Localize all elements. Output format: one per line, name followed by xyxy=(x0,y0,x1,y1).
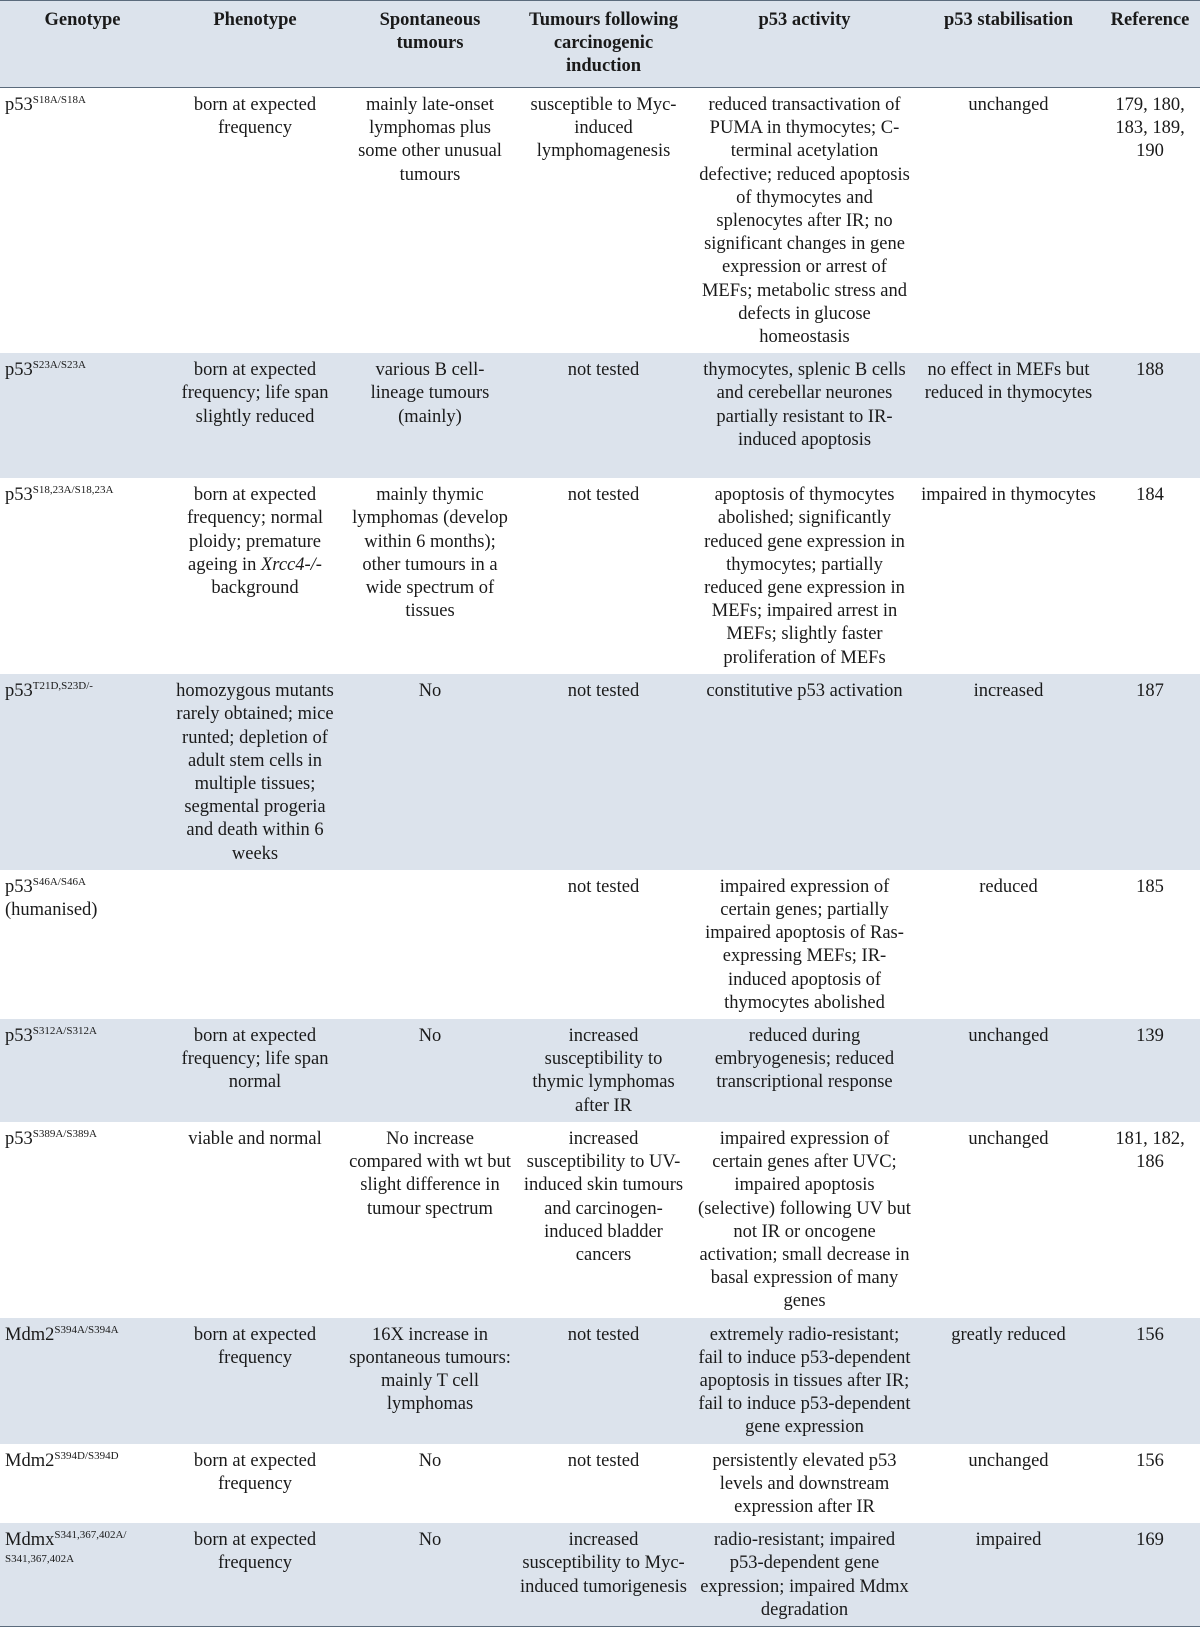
phenotype-cell xyxy=(165,1444,345,1524)
phenotype-text: born at expected frequency xyxy=(193,1530,317,1574)
carcinogenic-induction-cell: not tested xyxy=(567,1450,640,1471)
phenotype-cell xyxy=(165,88,345,354)
p53-stabilisation-cell: increased xyxy=(973,681,1044,702)
phenotype-tail: background xyxy=(211,578,299,599)
genotype-name: p53 xyxy=(5,95,33,115)
p53-activity-cell: persistently elevated p53 levels and downstream expression after IR xyxy=(712,1450,897,1517)
p53-activity-cell: constitutive p53 activation xyxy=(706,681,903,702)
spontaneous-tumours-cell: No xyxy=(418,1450,442,1471)
genotype-note: (humanised) xyxy=(5,900,98,921)
genotype-name: p53 xyxy=(5,1128,33,1149)
spontaneous-tumours-cell xyxy=(345,870,515,1019)
reference-cell: 188 xyxy=(1136,360,1164,381)
p53-stabilisation-cell: unchanged xyxy=(968,95,1049,115)
carcinogenic-induction-cell: increased susceptibility to UV-induced skin tumours and carcinogen-induced bladder cancers xyxy=(523,1128,684,1265)
table-row xyxy=(0,870,1200,1019)
carcinogenic-induction-cell: not tested xyxy=(567,360,640,381)
reference-cell: 179, 180, 183, 189, 190 xyxy=(1115,95,1185,162)
genotype-allele-superscript: S18A/S18A xyxy=(32,94,86,106)
genotype-name: p53 xyxy=(5,876,33,897)
genotype-allele-superscript: S394D/S394D xyxy=(54,1449,119,1462)
reference-cell: 181, 182, 186 xyxy=(1115,1128,1185,1173)
table-row xyxy=(0,1318,1200,1444)
p53-stabilisation-cell: impaired xyxy=(917,1523,1100,1626)
p53-activity-cell: impaired expression of certain genes after UVC; impaired apoptosis (selective) following UV but not IR or oncogene activation; small decrease in basal expression of many genes xyxy=(698,1128,911,1312)
p53-stabilisation-cell: unchanged xyxy=(968,1026,1049,1047)
p53-activity-cell: radio-resistant; impaired p53-dependent gene expression; impaired Mdmx degradation xyxy=(692,1523,917,1626)
reference-cell: 139 xyxy=(1136,1026,1164,1047)
phenotype-cell xyxy=(165,478,345,674)
table-row xyxy=(0,1523,1200,1626)
header-spontaneous-tumours: Spontaneous tumours xyxy=(345,1,515,88)
p53-stabilisation-cell: impaired in thymocytes xyxy=(921,485,1096,506)
genotype-name: p53 xyxy=(5,360,33,381)
header-reference: Reference xyxy=(1100,1,1200,88)
genotype-name: Mdm2 xyxy=(5,1324,55,1345)
reference-cell: 185 xyxy=(1136,876,1164,897)
phenotype-text: born at expected frequency; normal ploidy; premature ageing in xyxy=(186,485,324,575)
genotype-cell xyxy=(0,353,165,478)
header-p53-stabilisation: p53 stabilisation xyxy=(917,1,1100,88)
phenotype-text: born at expected frequency xyxy=(193,95,317,139)
table-header-row xyxy=(0,1,1200,88)
genotype-cell xyxy=(0,674,165,870)
p53-stabilisation-cell: no effect in MEFs but reduced in thymocytes xyxy=(924,360,1093,404)
spontaneous-tumours-cell: mainly late-onset lymphomas plus some other unusual tumours xyxy=(358,95,502,185)
phenotype-cell xyxy=(165,353,345,478)
genotype-allele-superscript: S312A/S312A xyxy=(32,1025,97,1038)
phenotype-text: viable and normal xyxy=(188,1128,322,1149)
carcinogenic-induction-cell: not tested xyxy=(567,485,640,506)
reference-cell: 169 xyxy=(1100,1523,1200,1626)
spontaneous-tumours-cell: No xyxy=(418,681,442,702)
carcinogenic-induction-cell: not tested xyxy=(567,681,640,702)
p53-activity-cell: thymocytes, splenic B cells and cerebellar neurones partially resistant to IR-induced apoptosis xyxy=(703,360,906,450)
p53-activity-cell: reduced transactivation of PUMA in thymocytes; C-terminal acetylation defective; reduced apoptosis of thymocytes and splenocytes after IR; no significant changes in gene expression or arrest of MEFs; metabolic stress and defects in glucose homeostasis xyxy=(699,95,910,348)
header-p53-activity: p53 activity xyxy=(692,1,917,88)
phenotype-cell xyxy=(165,1122,345,1318)
p53-activity-cell: extremely radio-resistant; fail to induce p53-dependent apoptosis in tissues after IR; fail to induce p53-dependent gene expression xyxy=(698,1324,911,1438)
reference-cell: 156 xyxy=(1136,1324,1164,1345)
phenotype-cell xyxy=(165,674,345,870)
table-row xyxy=(0,88,1200,354)
header-genotype: Genotype xyxy=(0,1,165,88)
genotype-note: S341,367,402A xyxy=(5,1553,75,1566)
carcinogenic-induction-cell: increased susceptibility to thymic lymphomas after IR xyxy=(532,1026,675,1116)
phenotype-gene-italic: Xrcc4-/- xyxy=(261,554,322,575)
phenotype-text: born at expected frequency; life span normal xyxy=(181,1026,329,1093)
genotype-cell xyxy=(0,1019,165,1122)
spontaneous-tumours-cell: No xyxy=(418,1026,442,1047)
genotype-name: p53 xyxy=(5,1026,33,1047)
genotype-name: p53 xyxy=(5,681,33,702)
table-row xyxy=(0,1019,1200,1122)
reference-cell: 187 xyxy=(1136,681,1164,702)
phenotype-text: born at expected frequency; life span slightly reduced xyxy=(181,360,329,427)
carcinogenic-induction-cell: increased susceptibility to Myc-induced tumorigenesis xyxy=(515,1523,692,1626)
phenotype-text: born at expected frequency xyxy=(193,1324,317,1368)
spontaneous-tumours-cell: No xyxy=(345,1523,515,1626)
p53-stabilisation-cell: unchanged xyxy=(968,1450,1049,1471)
p53-activity-cell: impaired expression of certain genes; partially impaired apoptosis of Ras-expressing MEFs; IR-induced apoptosis of thymocytes abolished xyxy=(705,876,904,1013)
table-row xyxy=(0,674,1200,870)
p53-activity-cell: apoptosis of thymocytes abolished; significantly reduced gene expression in thymocytes; partially reduced gene expression in MEFs; impaired arrest in MEFs; slightly faster proliferation of MEFs xyxy=(704,485,905,668)
table-row xyxy=(0,353,1200,478)
spontaneous-tumours-cell: various B cell-lineage tumours (mainly) xyxy=(370,360,490,427)
reference-cell: 184 xyxy=(1136,485,1164,506)
genotype-cell xyxy=(0,1318,165,1444)
reference-cell: 156 xyxy=(1136,1450,1164,1471)
phenotype-text: born at expected frequency xyxy=(193,1450,317,1494)
carcinogenic-induction-cell: susceptible to Myc-induced lymphomagenesis xyxy=(530,95,677,162)
table-row xyxy=(0,1122,1200,1318)
header-phenotype: Phenotype xyxy=(165,1,345,88)
p53-stabilisation-cell: reduced xyxy=(979,876,1038,897)
table-body xyxy=(0,88,1200,1627)
carcinogenic-induction-cell: not tested xyxy=(567,1324,640,1345)
genotype-cell xyxy=(0,1523,165,1626)
p53-activity-cell: reduced during embryogenesis; reduced transcriptional response xyxy=(714,1026,895,1093)
genotype-allele-superscript: S18,23A/S18,23A xyxy=(32,484,114,497)
genotype-cell xyxy=(0,870,165,1019)
genotype-name: p53 xyxy=(5,485,33,506)
phenotype-cell xyxy=(165,870,345,1019)
genotype-allele-superscript: S389A/S389A xyxy=(32,1127,97,1140)
genotype-allele-superscript: T21D,S23D/- xyxy=(32,680,93,693)
spontaneous-tumours-cell: mainly thymic lymphomas (develop within 6 months); other tumours in a wide spectrum of tissues xyxy=(352,485,508,622)
table-row xyxy=(0,1444,1200,1524)
spontaneous-tumours-cell: No increase compared with wt but slight difference in tumour spectrum xyxy=(349,1128,511,1219)
phenotype-cell xyxy=(165,1318,345,1444)
header-carcinogenic-induction: Tumours following carcinogenic induction xyxy=(515,1,692,88)
genotype-allele-superscript: S341,367,402A/ xyxy=(54,1529,127,1542)
p53-stabilisation-cell: greatly reduced xyxy=(951,1324,1066,1345)
genotype-cell xyxy=(0,88,165,354)
phenotype-text: homozygous mutants rarely obtained; mice runted; depletion of adult stem cells in multiple tissues; segmental progeria and death within 6 weeks xyxy=(176,681,334,864)
p53-stabilisation-cell: unchanged xyxy=(968,1128,1049,1149)
genotype-name: Mdm2 xyxy=(5,1450,55,1471)
phenotype-cell xyxy=(165,1019,345,1122)
spontaneous-tumours-cell: 16X increase in spontaneous tumours: mainly T cell lymphomas xyxy=(349,1324,511,1415)
genotype-cell xyxy=(0,478,165,674)
genotype-allele-superscript: S46A/S46A xyxy=(32,875,86,888)
phenotype-cell xyxy=(165,1523,345,1626)
genotype-cell xyxy=(0,1122,165,1318)
genotype-allele-superscript: S394A/S394A xyxy=(54,1323,119,1336)
genotype-allele-superscript: S23A/S23A xyxy=(32,359,86,372)
carcinogenic-induction-cell: not tested xyxy=(567,876,640,897)
table-row xyxy=(0,478,1200,674)
genotype-name: Mdmx xyxy=(5,1530,55,1551)
genotype-cell xyxy=(0,1444,165,1524)
